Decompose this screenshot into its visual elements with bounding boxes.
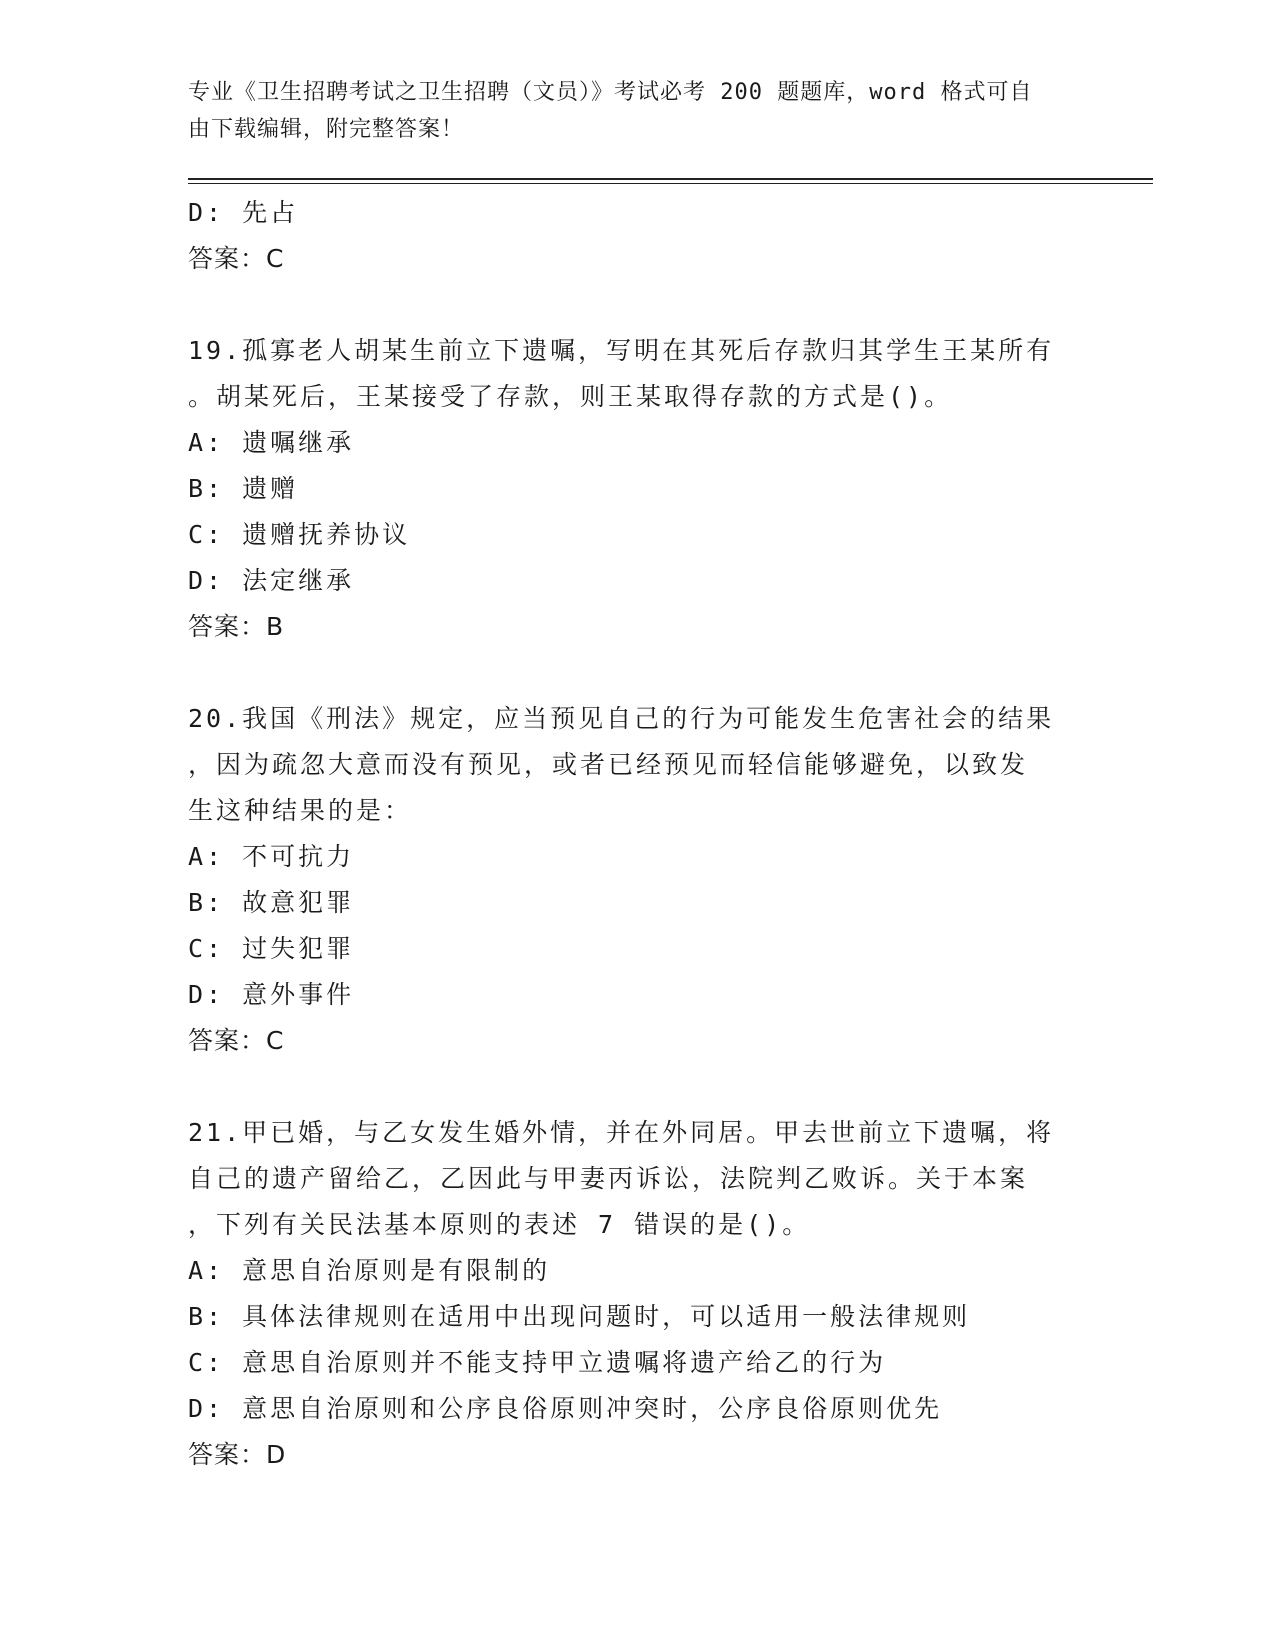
question-list <box>188 190 1088 1478</box>
question-block <box>188 328 1088 650</box>
header-divider-thin <box>188 183 1153 184</box>
option-c: C: 过失犯罪 <box>188 934 355 963</box>
stem-line: ，下列有关民法基本原则的表述 7 错误的是()。 <box>188 1210 811 1239</box>
question-stem <box>188 696 1088 834</box>
question-stem <box>188 1110 1088 1248</box>
option-a: A: 意思自治原则是有限制的 <box>188 1256 551 1285</box>
question-spacer <box>188 282 1088 328</box>
option-d: D: 法定继承 <box>188 566 355 595</box>
document-header <box>188 74 1068 148</box>
option-c: C: 遗赠抚养协议 <box>188 520 411 549</box>
stem-line: 20.我国《刑法》规定，应当预见自己的行为可能发生危害社会的结果 <box>188 704 1055 733</box>
question-block <box>188 1110 1088 1478</box>
stem-line: 生这种结果的是： <box>188 796 413 825</box>
stem-line: 19.孤寡老人胡某生前立下遗嘱，写明在其死后存款归其学生王某所有 <box>188 336 1055 365</box>
option-d: D: 意外事件 <box>188 980 355 1009</box>
header-line-1: 专业《卫生招聘考试之卫生招聘（文员）》考试必考 200 题题库，word 格式可自 <box>188 80 1033 105</box>
option-b: B: 故意犯罪 <box>188 888 355 917</box>
question-block <box>188 696 1088 1064</box>
answer: 答案：B <box>188 612 285 641</box>
stem-line: ，因为疏忽大意而没有预见，或者已经预见而轻信能够避免，以致发 <box>188 750 1029 779</box>
header-divider <box>188 178 1153 180</box>
answer: 答案：C <box>188 1026 285 1055</box>
prev-option-d: D: 先占 <box>188 198 299 227</box>
header-line-2: 由下载编辑，附完整答案！ <box>188 117 465 142</box>
option-b: B: 遗赠 <box>188 474 299 503</box>
option-a: A: 遗嘱继承 <box>188 428 355 457</box>
question-spacer <box>188 1064 1088 1110</box>
stem-line: 自己的遗产留给乙，乙因此与甲妻丙诉讼，法院判乙败诉。关于本案 <box>188 1164 1029 1193</box>
prev-answer: 答案：C <box>188 244 285 273</box>
answer: 答案：D <box>188 1440 287 1469</box>
option-d: D: 意思自治原则和公序良俗原则冲突时，公序良俗原则优先 <box>188 1394 943 1423</box>
stem-line: 。胡某死后，王某接受了存款，则王某取得存款的方式是()。 <box>188 382 953 411</box>
question-spacer <box>188 650 1088 696</box>
option-b: B: 具体法律规则在适用中出现问题时，可以适用一般法律规则 <box>188 1302 971 1331</box>
question-stem <box>188 328 1088 420</box>
option-c: C: 意思自治原则并不能支持甲立遗嘱将遗产给乙的行为 <box>188 1348 887 1377</box>
option-a: A: 不可抗力 <box>188 842 355 871</box>
stem-line: 21.甲已婚，与乙女发生婚外情，并在外同居。甲去世前立下遗嘱，将 <box>188 1118 1055 1147</box>
